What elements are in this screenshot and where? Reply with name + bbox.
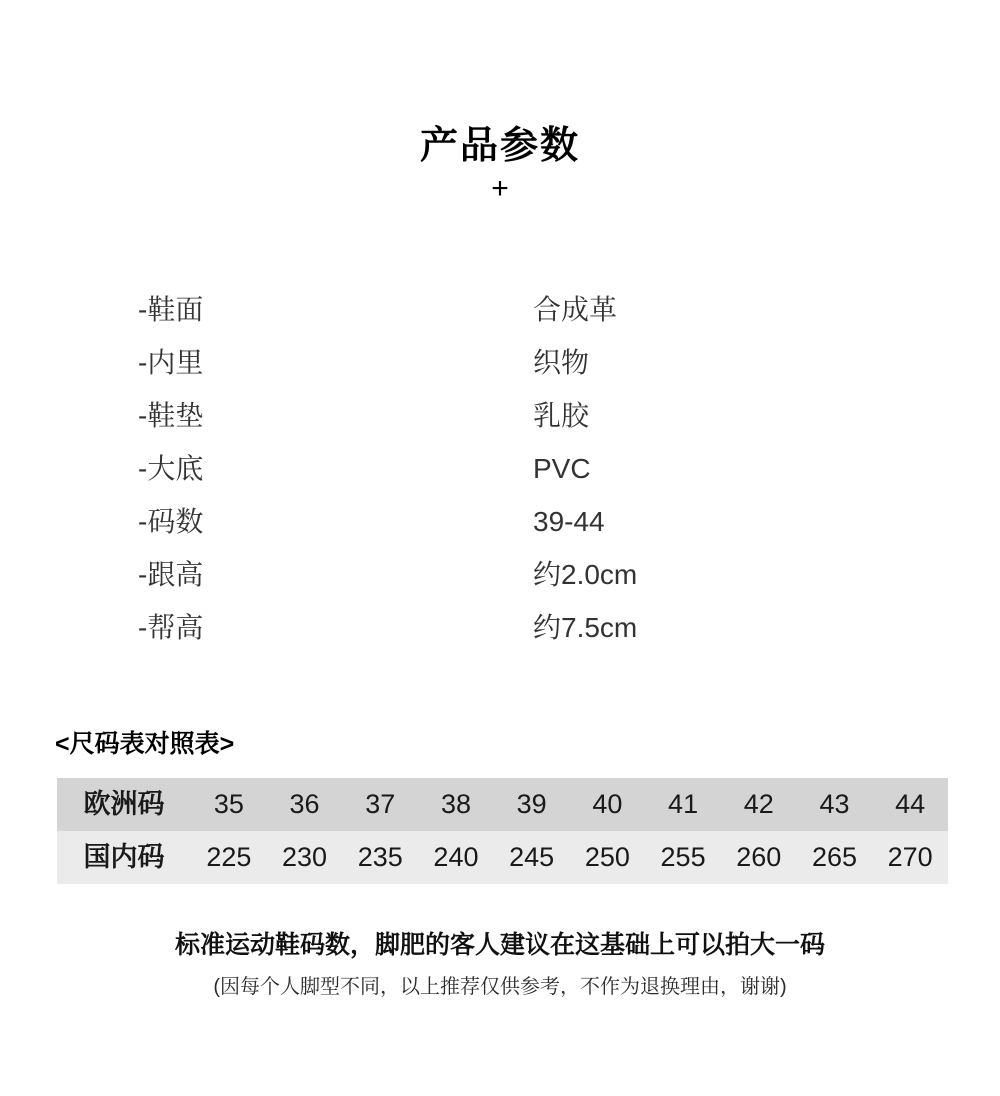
eu-size-cell: 40 [592,789,623,819]
spec-label: -内里 [138,347,204,378]
size-note-secondary: (因每个人脚型不同，以上推荐仅供参考，不作为退换理由，谢谢) [213,976,787,998]
spec-label: -鞋垫 [138,400,204,431]
size-chart-table [57,778,948,884]
cn-size-cell: 255 [660,842,706,872]
spec-row-insole [0,389,1000,442]
eu-size-cell: 39 [516,789,547,819]
eu-size-cell: 35 [213,789,244,819]
row-header-cn: 国内码 [83,842,165,872]
row-header-eu: 欧洲码 [83,789,165,819]
spec-label: -大底 [138,453,204,484]
table-row-cn-sizes [57,831,948,884]
cn-size-cell: 230 [282,842,328,872]
cn-size-cell: 245 [509,842,555,872]
spec-value: PVC [533,453,591,484]
eu-size-cell: 44 [895,789,926,819]
eu-size-cell: 37 [365,789,396,819]
spec-row-sizes [0,495,1000,548]
spec-label: -码数 [138,506,204,537]
cn-size-cell: 270 [887,842,933,872]
spec-value: 合成革 [533,294,618,325]
eu-size-cell: 43 [819,789,850,819]
eu-size-cell: 42 [743,789,774,819]
spec-value: 约7.5cm [533,612,638,643]
size-note-primary: 标准运动鞋码数，脚肥的客人建议在这基础上可以拍大一码 [174,931,825,959]
spec-label: -鞋面 [138,294,204,325]
spec-value: 乳胶 [533,400,590,431]
cn-size-cell: 240 [433,842,479,872]
eu-size-cell: 41 [668,789,699,819]
spec-row-heel-height [0,548,1000,601]
spec-row-outsole [0,442,1000,495]
cn-size-cell: 235 [357,842,403,872]
table-row-eu-sizes [57,778,948,831]
spec-label: -跟高 [138,559,204,590]
page-title: 产品参数 [419,125,580,167]
spec-row-shaft-height [0,601,1000,654]
size-chart-heading: <尺码表对照表> [55,730,235,758]
spec-value: 39-44 [533,506,605,537]
spec-row-upper [0,283,1000,336]
cn-size-cell: 250 [584,842,630,872]
eu-size-cell: 38 [440,789,471,819]
cn-size-cell: 260 [736,842,782,872]
cn-size-cell: 265 [811,842,857,872]
spec-value: 约2.0cm [533,559,638,590]
eu-size-cell: 36 [289,789,320,819]
cn-size-cell: 225 [206,842,252,872]
spec-value: 织物 [533,347,590,378]
spec-list [0,283,1000,654]
spec-row-lining [0,336,1000,389]
plus-mark: + [491,172,509,205]
spec-label: -帮高 [138,612,204,643]
